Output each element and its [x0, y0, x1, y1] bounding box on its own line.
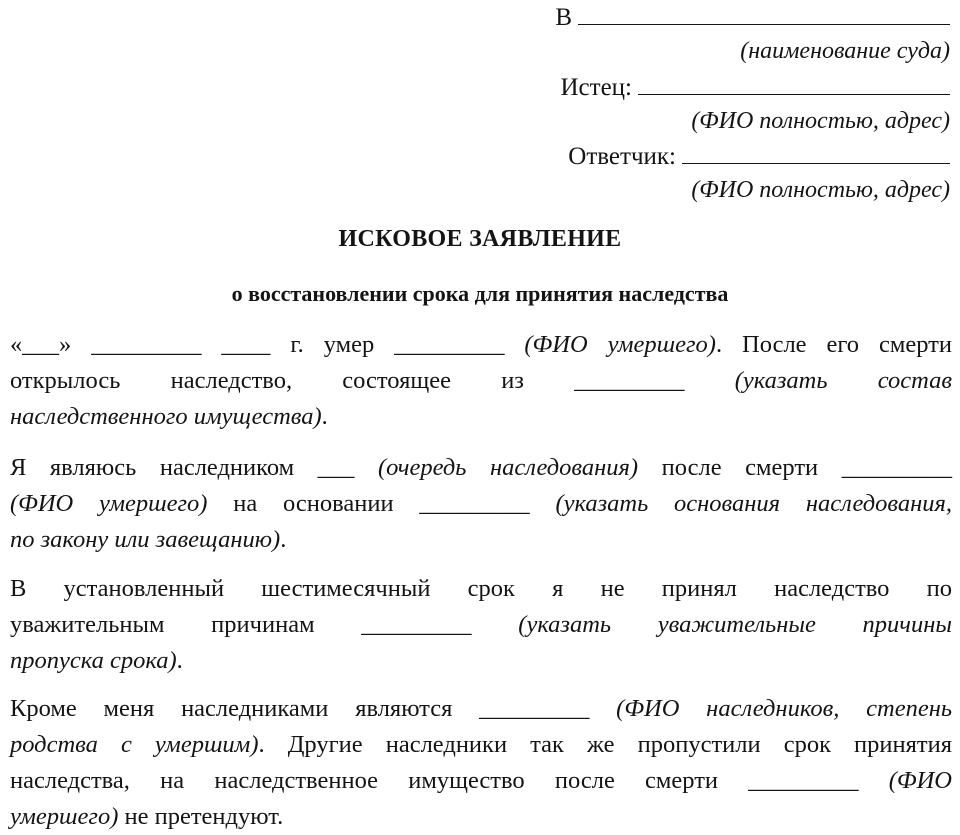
paragraph-2: [10, 450, 952, 558]
paragraph-line: [10, 571, 952, 607]
italic-note: наследственного имущества): [10, 403, 322, 430]
defendant-line: [568, 141, 950, 172]
plaintiff-blank: [638, 72, 950, 95]
court-prefix: В: [555, 4, 572, 31]
italic-note: (указать состав: [734, 367, 952, 394]
paragraph-line: [10, 450, 952, 486]
court-blank: [578, 2, 950, 25]
paragraph-line: [10, 522, 952, 558]
text-run: уважительным причинам _________: [10, 611, 519, 638]
plaintiff-label: Истец:: [560, 74, 632, 101]
defendant-note: (ФИО полностью, адрес): [691, 177, 950, 203]
text-run: В установленный шестимесячный срок я не принял наследство по: [10, 575, 952, 602]
italic-note: умершего): [10, 803, 119, 830]
italic-note: (ФИО умершего): [524, 331, 716, 358]
text-run: .: [280, 526, 287, 553]
italic-note: (ФИО: [888, 767, 952, 794]
paragraph-line: [10, 486, 952, 522]
paragraph-line: [10, 763, 952, 799]
text-run: . Другие наследники так же пропустили срок принятия: [258, 731, 952, 758]
document-title: ИСКОВОЕ ЗАЯВЛЕНИЕ: [338, 226, 622, 252]
paragraph-line: [10, 727, 952, 763]
defendant-label: Ответчик:: [568, 143, 676, 170]
text-run: наследства, на наследственное имущество после смерти _________: [10, 767, 889, 794]
text-run: открылось наследство, состоящее из _________: [10, 367, 735, 394]
court-line: [555, 2, 950, 33]
italic-note: пропуска срока): [10, 647, 177, 674]
italic-note: родства с умершим): [10, 731, 259, 758]
text-run: Я являюсь наследником ___: [10, 454, 378, 481]
italic-note: (указать основания наследования,: [555, 490, 952, 517]
paragraph-line: [10, 691, 952, 727]
italic-note: (указать уважительные причины: [518, 611, 952, 638]
document-subtitle: о восстановлении срока для принятия наследства: [231, 281, 729, 306]
defendant-blank: [682, 141, 950, 164]
paragraph-line: [10, 327, 952, 363]
italic-note: (очередь наследования): [377, 454, 639, 481]
paragraph-line: [10, 363, 952, 399]
italic-note: (ФИО умершего): [10, 490, 208, 517]
text-run: .: [321, 403, 328, 430]
paragraph-line: [10, 399, 952, 435]
text-run: после смерти _________: [638, 454, 952, 481]
italic-note: по закону или завещанию): [10, 526, 281, 553]
text-run: «___» _________ ____ г. умер _________: [10, 331, 525, 358]
paragraph-4: [10, 691, 952, 835]
text-run: Кроме меня наследниками являются _________: [10, 695, 617, 722]
paragraph-line: [10, 643, 952, 679]
text-run: . После его смерти: [715, 331, 953, 358]
italic-note: (ФИО наследников, степень: [616, 695, 953, 722]
text-run: не претендуют.: [118, 803, 284, 830]
plaintiff-note: (ФИО полностью, адрес): [691, 108, 950, 134]
text-run: .: [176, 647, 183, 674]
paragraph-1: [10, 327, 952, 435]
paragraph-line: [10, 799, 952, 835]
court-note: (наименование суда): [740, 38, 950, 64]
paragraph-3: [10, 571, 952, 679]
text-run: на основании _________: [207, 490, 556, 517]
paragraph-line: [10, 607, 952, 643]
plaintiff-line: [561, 72, 951, 103]
